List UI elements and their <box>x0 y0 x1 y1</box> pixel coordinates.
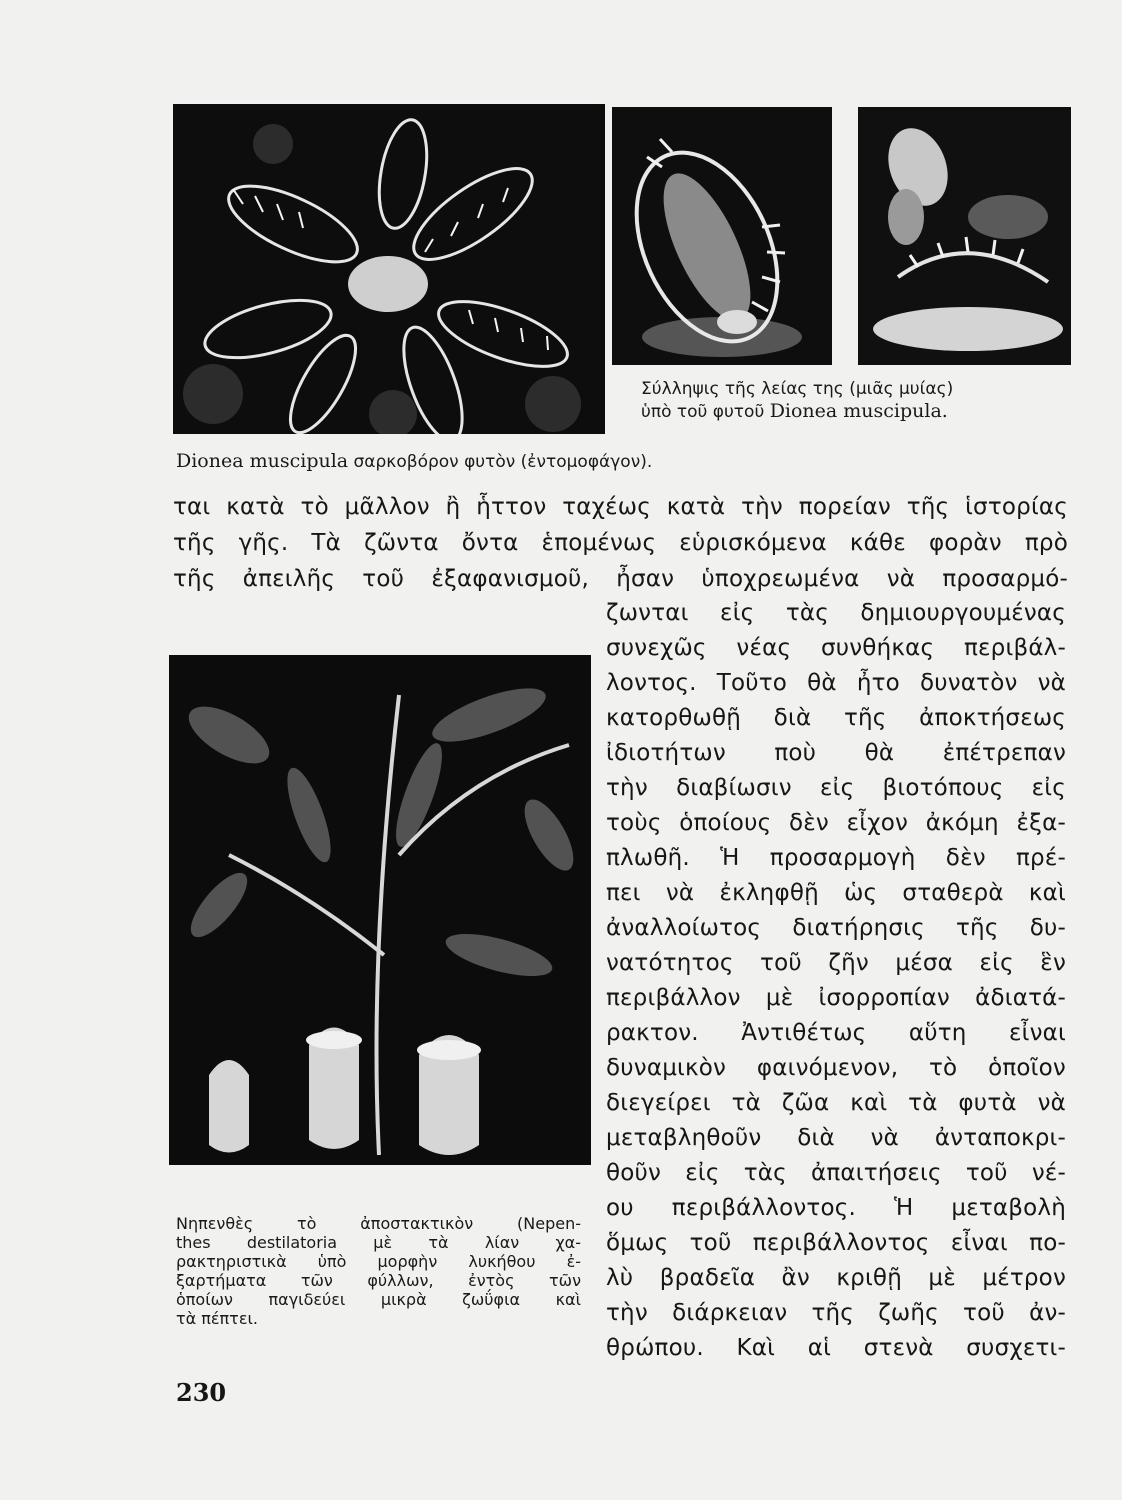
body-column-line: ὅμως τοῦ περιβάλλοντος εἶναι πο- <box>606 1230 1066 1256</box>
body-line: τῆς γῆς. Τὰ ζῶντα ὄντα ἑπομένως εὑρισκόμενα κάθε φορὰν πρὸ <box>173 530 1068 556</box>
nepenthes-caption-line: ὁποίων παγιδεύει μικρὰ ζωΰφια καὶ <box>176 1290 581 1309</box>
capture-caption <box>641 378 1081 423</box>
body-column-line: νατότητος τοῦ ζῆν μέσα εἰς ἓν <box>606 950 1066 976</box>
dionea-caption <box>176 450 796 473</box>
body-column-line: κατορθωθῇ διὰ τῆς ἀποκτήσεως <box>606 705 1066 731</box>
capture-photo-right <box>858 107 1071 365</box>
dionea-caption-greek: σαρκοβόρον φυτὸν (ἐντομοφάγον). <box>353 452 653 472</box>
body-column-line: ρακτον. Ἀντιθέτως αὕτη εἶναι <box>606 1020 1066 1046</box>
fly-on-trap-photo-icon <box>858 107 1071 365</box>
body-column-line: ἰδιοτήτων ποὺ θὰ ἐπέτρεπαν <box>606 740 1066 766</box>
nepenthes-caption-line: Νηπενθὲς τὸ ἀποστακτικὸν (Nepen- <box>176 1214 581 1233</box>
page-number: 230 <box>176 1378 227 1407</box>
capture-caption-latin: Dionea muscipula. <box>769 400 948 422</box>
body-column-line: συνεχῶς νέας συνθήκας περιβάλ- <box>606 635 1066 661</box>
body-column-line: πει νὰ ἐκληφθῇ ὡς σταθερὰ καὶ <box>606 880 1066 906</box>
dionea-plant-photo <box>173 104 605 434</box>
body-column-line: λοντος. Τοῦτο θὰ ἦτο δυνατὸν νὰ <box>606 670 1066 696</box>
body-column-line: τὴν διαβίωσιν εἰς βιοτόπους εἰς <box>606 775 1066 801</box>
body-column-line: τὴν διάρκειαν τῆς ζωῆς τοῦ ἀν- <box>606 1300 1066 1326</box>
body-column-line: τοὺς ὁποίους δὲν εἶχον ἀκόμη ἐξα- <box>606 810 1066 836</box>
body-column-line: λὺ βραδεῖα ἂν κριθῇ μὲ μέτρον <box>606 1265 1066 1291</box>
body-column-line: διεγείρει τὰ ζῶα καὶ τὰ φυτὰ νὰ <box>606 1090 1066 1116</box>
body-column-line: μεταβληθοῦν διὰ νὰ ἀνταποκρι- <box>606 1125 1066 1151</box>
capture-photo-left <box>612 107 832 365</box>
dionea-caption-latin: Dionea muscipula <box>176 450 349 472</box>
capture-caption-greek: ὑπὸ τοῦ φυτοῦ <box>641 402 765 422</box>
nepenthes-caption-line: thes destilatoria μὲ τὰ λίαν χα- <box>176 1233 581 1252</box>
nepenthes-photo <box>169 655 591 1165</box>
nepenthes-caption-line: τὰ πέπτει. <box>176 1309 258 1328</box>
body-column-line: ζωνται εἰς τὰς δημιουργουμένας <box>606 600 1066 626</box>
nepenthes-caption <box>176 1214 581 1328</box>
body-column-line: θοῦν εἰς τὰς ἀπαιτήσεις τοῦ νέ- <box>606 1160 1066 1186</box>
flytrap-closed-photo-icon <box>612 107 832 365</box>
nepenthes-caption-line: ρακτηριστικὰ ὑπὸ μορφὴν λυκήθου ἐ- <box>176 1252 581 1271</box>
venus-flytrap-photo-icon <box>173 104 605 434</box>
body-line: τῆς ἀπειλῆς τοῦ ἐξαφανισμοῦ, ἦσαν ὑποχρεωμένα νὰ προσαρμό- <box>173 566 1068 592</box>
body-column-line: πλωθῆ. Ἡ προσαρμογὴ δὲν πρέ- <box>606 845 1066 871</box>
body-column-line: δυναμικὸν φαινόμενον, τὸ ὁποῖον <box>606 1055 1066 1081</box>
body-column-line: θρώπου. Καὶ αἱ στενὰ συσχετι- <box>606 1335 1066 1361</box>
nepenthes-caption-line: ξαρτήματα τῶν φύλλων, ἐντὸς τῶν <box>176 1271 581 1290</box>
body-column-line: ου περιβάλλοντος. Ἡ μεταβολὴ <box>606 1195 1066 1221</box>
body-column-line: ἀναλλοίωτος διατήρησις τῆς δυ- <box>606 915 1066 941</box>
body-column-line: περιβάλλον μὲ ἰσορροπίαν ἀδιατά- <box>606 985 1066 1011</box>
nepenthes-pitcher-photo-icon <box>169 655 591 1165</box>
capture-caption-line1: Σύλληψις τῆς λείας της (μιᾶς μυίας) <box>641 379 954 399</box>
body-line: ται κατὰ τὸ μᾶλλον ἢ ἧττον ταχέως κατὰ τὴν πορείαν τῆς ἱστορίας <box>173 494 1068 520</box>
